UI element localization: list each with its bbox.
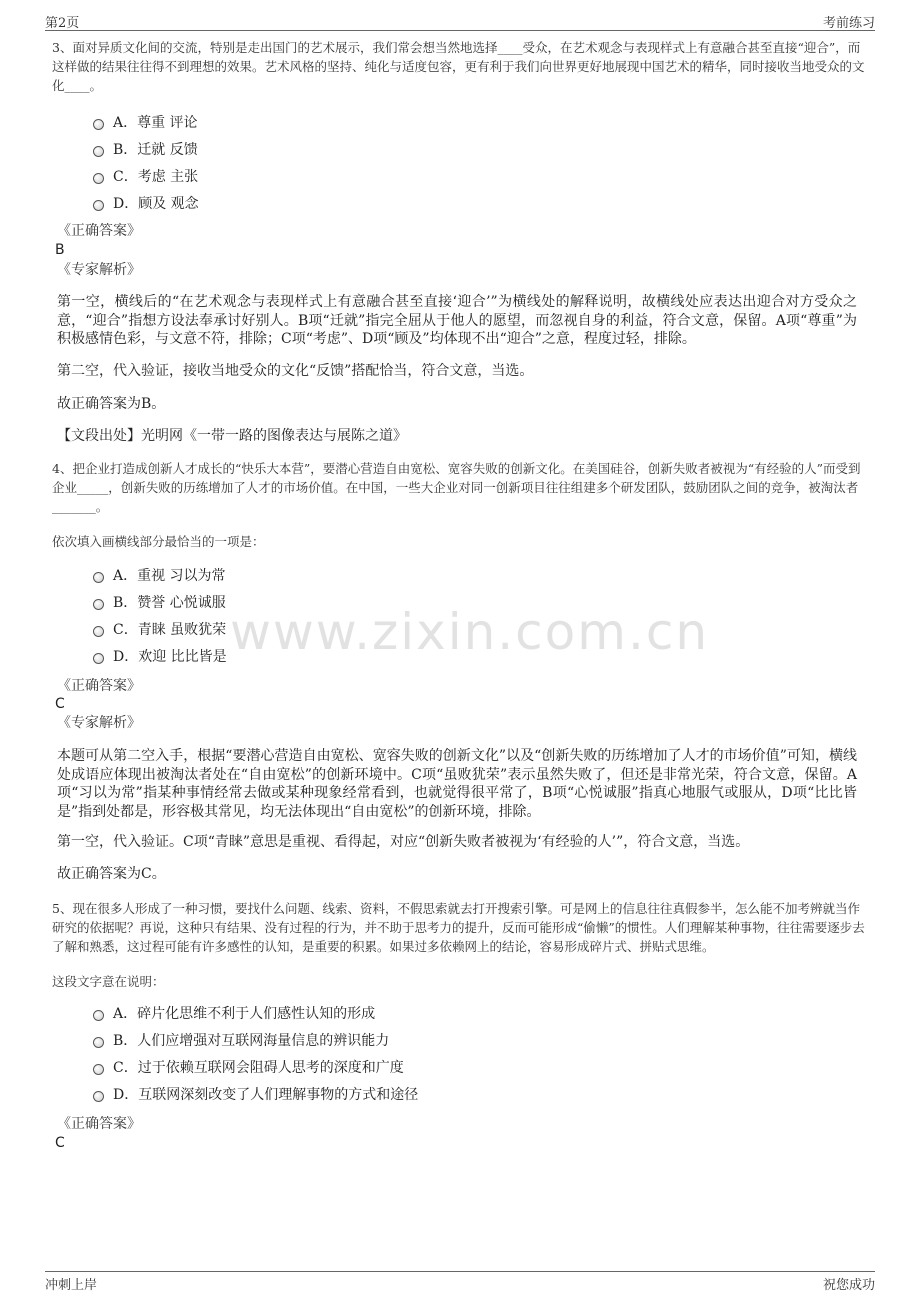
watermark: www.zixin.com.cn <box>230 603 710 661</box>
q5-answer-label: 《正确答案》 <box>57 1116 141 1132</box>
q4-option-d[interactable]: D．欢迎 比比皆是 <box>93 647 227 667</box>
q3-analysis-label: 《专家解析》 <box>57 262 141 278</box>
radio-icon[interactable] <box>93 1064 104 1075</box>
q3-analysis-p2: 第二空，代入验证，接收当地受众的文化“反馈”搭配恰当，符合文意，当选。 <box>57 363 534 379</box>
q3-answer-label: 《正确答案》 <box>57 223 141 239</box>
q5-option-d[interactable]: D．互联网深刻改变了人们理解事物的方式和途径 <box>93 1085 418 1105</box>
q5-answer: C <box>55 1135 65 1151</box>
radio-icon[interactable] <box>93 1010 104 1021</box>
q3-analysis-p1: 第一空，横线后的“在艺术观念与表现样式上有意融合甚至直接‘迎合’”为横线处的解释说明，故横线处应表达出迎合对方受众之意，“迎合”指想方设法奉承讨好别人。B项“迁就”指完全屈从于他人的愿望，而忽视自身的利益，符合文意，保留。A项“尊重”为积极感情色彩，与文意不符，排除；C项“考虑”、D项“顾及”均体现不出“迎合”之意，程度过轻，排除。 <box>57 294 857 347</box>
radio-icon[interactable] <box>93 119 104 130</box>
question-3-text: 3、面对异质文化间的交流，特别是走出国门的艺术展示，我们常会想当然地选择____受众，在艺术观念与表现样式上有意融合甚至直接“迎合”，而这样做的结果往往得不到理想的效果。艺术风格的坚持、纯化与适度包容，更有利于我们向世界更好地展现中国艺术的精华，同时接收当地受众的文化____。 <box>52 40 865 93</box>
q3-option-c[interactable]: C．考虑 主张 <box>93 167 198 187</box>
q4-analysis-p2: 第一空，代入验证。C项“青睐”意思是重视、看得起，对应“创新失败者被视为‘有经验的人’”，符合文意，当选。 <box>57 834 750 850</box>
radio-icon[interactable] <box>93 572 104 583</box>
radio-icon[interactable] <box>93 653 104 664</box>
radio-icon[interactable] <box>93 599 104 610</box>
q3-option-d[interactable]: D．顾及 观念 <box>93 194 199 214</box>
q4-analysis-p3: 故正确答案为C。 <box>57 866 166 882</box>
page-footer <box>45 1271 875 1292</box>
question-5-text: 5、现在很多人形成了一种习惯，要找什么问题、线索、资料，不假思索就去打开搜索引擎。可是网上的信息往往真假参半，怎么能不加考辨就当作研究的依据呢？再说，这种只有结果、没有过程的行为，并不助于思考力的提升，反而可能形成“偷懒”的惯性。人们理解某种事物，往往需要逐步去了解和熟悉，这过程可能有许多感性的认知，是重要的积累。如果过多依赖网上的结论，容易形成碎片式、拼贴式思维。 <box>52 901 865 954</box>
q3-answer: B <box>55 242 65 258</box>
header-title: 考前练习 <box>822 16 875 31</box>
q4-option-c[interactable]: C．青睐 虽败犹荣 <box>93 620 226 640</box>
q5-option-b[interactable]: B．人们应增强对互联网海量信息的辨识能力 <box>93 1031 389 1051</box>
q4-answer-label: 《正确答案》 <box>57 678 141 694</box>
q3-option-a[interactable]: A．尊重 评论 <box>93 113 198 133</box>
q5-option-c[interactable]: C．过于依赖互联网会阻碍人思考的深度和广度 <box>93 1058 404 1078</box>
footer-left-text: 冲刺上岸 <box>45 1278 98 1293</box>
page-header <box>45 12 875 31</box>
page-number: 第2页 <box>45 16 80 31</box>
footer-right-text: 祝您成功 <box>822 1278 875 1293</box>
q3-analysis-p3: 故正确答案为B。 <box>57 396 166 412</box>
q4-prompt: 依次填入画横线部分最恰当的一项是： <box>52 534 265 549</box>
q4-analysis-label: 《专家解析》 <box>57 715 141 731</box>
q3-option-b[interactable]: B．迁就 反馈 <box>93 140 198 160</box>
q5-prompt: 这段文字意在说明： <box>52 974 165 989</box>
q4-option-b[interactable]: B．赞誉 心悦诚服 <box>93 593 226 613</box>
radio-icon[interactable] <box>93 173 104 184</box>
radio-icon[interactable] <box>93 626 104 637</box>
radio-icon[interactable] <box>93 1091 104 1102</box>
radio-icon[interactable] <box>93 1037 104 1048</box>
q3-source: 【文段出处】光明网《一带一路的图像表达与展陈之道》 <box>57 428 407 444</box>
radio-icon[interactable] <box>93 146 104 157</box>
q4-option-a[interactable]: A．重视 习以为常 <box>93 566 226 586</box>
q4-analysis-p1: 本题可从第二空入手，根据“要潜心营造自由宽松、宽容失败的创新文化”以及“创新失败的历练增加了人才的市场价值”可知，横线处成语应体现出被淘汰者处在“自由宽松”的创新环境中。C项“虽败犹荣”表示虽然失败了，但还是非常光荣，符合文意，保留。A项“习以为常”指某种事情经常去做或某种现象经常看到，也就觉得很平常了，B项“心悦诚服”指真心地服气或服从，D项“比比皆是”指到处都是，形容极其常见，均无法体现出“自由宽松”的创新环境，排除。 <box>57 748 857 820</box>
q4-answer: C <box>55 696 65 712</box>
question-4-text: 4、把企业打造成创新人才成长的“快乐大本营”，要潜心营造自由宽松、宽容失败的创新文化。在美国硅谷，创新失败者被视为“有经验的人”而受到企业_____，创新失败的历练增加了人才的市场价值。在中国，一些大企业对同一创新项目往往组建多个研发团队，鼓励团队之间的竞争，被淘汰者_______。 <box>52 461 861 514</box>
q5-option-a[interactable]: A．碎片化思维不利于人们感性认知的形成 <box>93 1004 375 1024</box>
radio-icon[interactable] <box>93 200 104 211</box>
